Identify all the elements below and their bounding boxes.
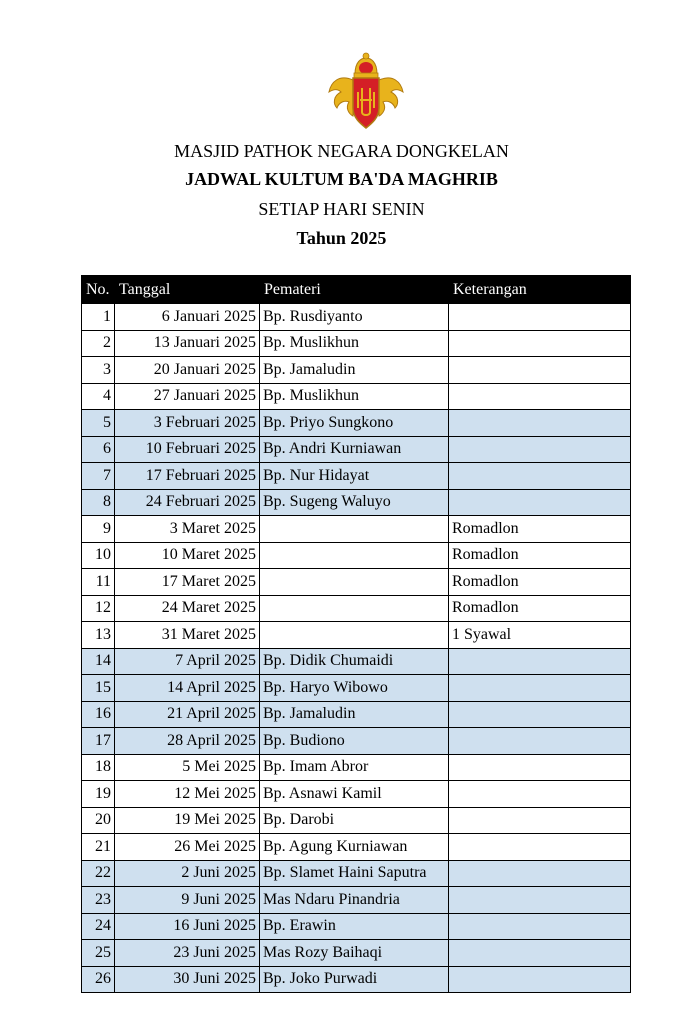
row-number: 14: [82, 648, 115, 675]
row-date: 23 Juni 2025: [115, 940, 260, 967]
table-row: [82, 436, 631, 463]
row-note: [449, 966, 631, 993]
row-date: 5 Mei 2025: [115, 754, 260, 781]
row-note: [449, 357, 631, 384]
row-note: Romadlon: [449, 542, 631, 569]
row-date: 16 Juni 2025: [115, 913, 260, 940]
row-note: 1 Syawal: [449, 622, 631, 649]
row-note: Romadlon: [449, 595, 631, 622]
row-number: 2: [82, 330, 115, 357]
table-row: [82, 489, 631, 516]
row-note: [449, 489, 631, 516]
row-date: 19 Mei 2025: [115, 807, 260, 834]
row-date: 27 Januari 2025: [115, 383, 260, 410]
table-header-row: [82, 276, 631, 304]
row-number: 5: [82, 410, 115, 437]
row-note: [449, 701, 631, 728]
row-number: 18: [82, 754, 115, 781]
row-speaker: [260, 622, 449, 649]
row-date: 6 Januari 2025: [115, 304, 260, 331]
row-number: 22: [82, 860, 115, 887]
row-number: 21: [82, 834, 115, 861]
row-date: 26 Mei 2025: [115, 834, 260, 861]
table-row: [82, 516, 631, 543]
row-number: 24: [82, 913, 115, 940]
row-speaker: Bp. Agung Kurniawan: [260, 834, 449, 861]
row-note: [449, 887, 631, 914]
row-number: 11: [82, 569, 115, 596]
row-speaker: Bp. Jamaludin: [260, 357, 449, 384]
table-row: [82, 781, 631, 808]
row-speaker: Bp. Imam Abror: [260, 754, 449, 781]
row-note: [449, 410, 631, 437]
row-number: 6: [82, 436, 115, 463]
schedule-table: [81, 275, 631, 993]
row-note: [449, 383, 631, 410]
row-note: [449, 675, 631, 702]
row-note: [449, 728, 631, 755]
column-header-no: No.: [82, 276, 115, 304]
table-row: [82, 622, 631, 649]
row-number: 8: [82, 489, 115, 516]
column-header-keterangan: Keterangan: [449, 276, 631, 304]
row-speaker: [260, 542, 449, 569]
schedule-year: Tahun 2025: [296, 228, 387, 248]
row-date: 28 April 2025: [115, 728, 260, 755]
table-row: [82, 569, 631, 596]
row-speaker: [260, 569, 449, 596]
row-speaker: Bp. Muslikhun: [260, 330, 449, 357]
row-number: 4: [82, 383, 115, 410]
row-number: 25: [82, 940, 115, 967]
schedule-frequency: SETIAP HARI SENIN: [258, 199, 425, 219]
column-header-tanggal: Tanggal: [115, 276, 260, 304]
row-date: 10 Maret 2025: [115, 542, 260, 569]
row-speaker: Bp. Rusdiyanto: [260, 304, 449, 331]
table-row: [82, 304, 631, 331]
row-number: 15: [82, 675, 115, 702]
row-note: [449, 781, 631, 808]
table-row: [82, 913, 631, 940]
table-body: [82, 304, 631, 993]
row-speaker: Bp. Nur Hidayat: [260, 463, 449, 490]
table-row: [82, 834, 631, 861]
table-row: [82, 966, 631, 993]
table-row: [82, 940, 631, 967]
row-number: 23: [82, 887, 115, 914]
table-row: [82, 542, 631, 569]
row-number: 12: [82, 595, 115, 622]
row-date: 24 Maret 2025: [115, 595, 260, 622]
row-speaker: Bp. Haryo Wibowo: [260, 675, 449, 702]
row-speaker: Bp. Priyo Sungkono: [260, 410, 449, 437]
table-row: [82, 807, 631, 834]
table-row: [82, 463, 631, 490]
row-number: 9: [82, 516, 115, 543]
table-row: [82, 728, 631, 755]
row-speaker: Bp. Jamaludin: [260, 701, 449, 728]
row-number: 20: [82, 807, 115, 834]
row-number: 26: [82, 966, 115, 993]
row-speaker: Bp. Didik Chumaidi: [260, 648, 449, 675]
row-date: 9 Juni 2025: [115, 887, 260, 914]
row-date: 14 April 2025: [115, 675, 260, 702]
row-date: 7 April 2025: [115, 648, 260, 675]
row-number: 1: [82, 304, 115, 331]
table-row: [82, 754, 631, 781]
table-row: [82, 410, 631, 437]
row-speaker: Bp. Darobi: [260, 807, 449, 834]
row-note: [449, 834, 631, 861]
row-speaker: Bp. Joko Purwadi: [260, 966, 449, 993]
row-note: [449, 913, 631, 940]
row-date: 3 Maret 2025: [115, 516, 260, 543]
keraton-crown-crest-icon: [325, 52, 407, 132]
row-number: 16: [82, 701, 115, 728]
row-speaker: Mas Ndaru Pinandria: [260, 887, 449, 914]
row-speaker: Bp. Erawin: [260, 913, 449, 940]
page-title: JADWAL KULTUM BA'DA MAGHRIB: [185, 169, 498, 189]
row-speaker: Bp. Andri Kurniawan: [260, 436, 449, 463]
row-note: [449, 330, 631, 357]
row-note: [449, 940, 631, 967]
row-date: 12 Mei 2025: [115, 781, 260, 808]
row-speaker: Mas Rozy Baihaqi: [260, 940, 449, 967]
row-note: [449, 754, 631, 781]
table-row: [82, 675, 631, 702]
row-date: 21 April 2025: [115, 701, 260, 728]
row-date: 10 Februari 2025: [115, 436, 260, 463]
row-number: 3: [82, 357, 115, 384]
table-row: [82, 648, 631, 675]
table-row: [82, 860, 631, 887]
mosque-name: MASJID PATHOK NEGARA DONGKELAN: [174, 141, 509, 161]
row-note: [449, 463, 631, 490]
row-date: 2 Juni 2025: [115, 860, 260, 887]
table-row: [82, 357, 631, 384]
row-number: 17: [82, 728, 115, 755]
row-number: 19: [82, 781, 115, 808]
row-speaker: Bp. Muslikhun: [260, 383, 449, 410]
table-row: [82, 595, 631, 622]
row-note: [449, 304, 631, 331]
table-row: [82, 330, 631, 357]
row-number: 13: [82, 622, 115, 649]
table-row: [82, 383, 631, 410]
row-date: 13 Januari 2025: [115, 330, 260, 357]
row-speaker: Bp. Asnawi Kamil: [260, 781, 449, 808]
row-number: 10: [82, 542, 115, 569]
row-date: 17 Maret 2025: [115, 569, 260, 596]
row-speaker: [260, 516, 449, 543]
row-speaker: Bp. Budiono: [260, 728, 449, 755]
row-date: 24 Februari 2025: [115, 489, 260, 516]
table-row: [82, 701, 631, 728]
row-date: 17 Februari 2025: [115, 463, 260, 490]
row-date: 31 Maret 2025: [115, 622, 260, 649]
column-header-pemateri: Pemateri: [260, 276, 449, 304]
row-note: Romadlon: [449, 569, 631, 596]
row-note: Romadlon: [449, 516, 631, 543]
row-note: [449, 436, 631, 463]
row-speaker: Bp. Slamet Haini Saputra: [260, 860, 449, 887]
table-row: [82, 887, 631, 914]
row-note: [449, 860, 631, 887]
row-date: 30 Juni 2025: [115, 966, 260, 993]
row-note: [449, 648, 631, 675]
row-speaker: Bp. Sugeng Waluyo: [260, 489, 449, 516]
row-speaker: [260, 595, 449, 622]
row-date: 3 Februari 2025: [115, 410, 260, 437]
row-note: [449, 807, 631, 834]
row-number: 7: [82, 463, 115, 490]
row-date: 20 Januari 2025: [115, 357, 260, 384]
